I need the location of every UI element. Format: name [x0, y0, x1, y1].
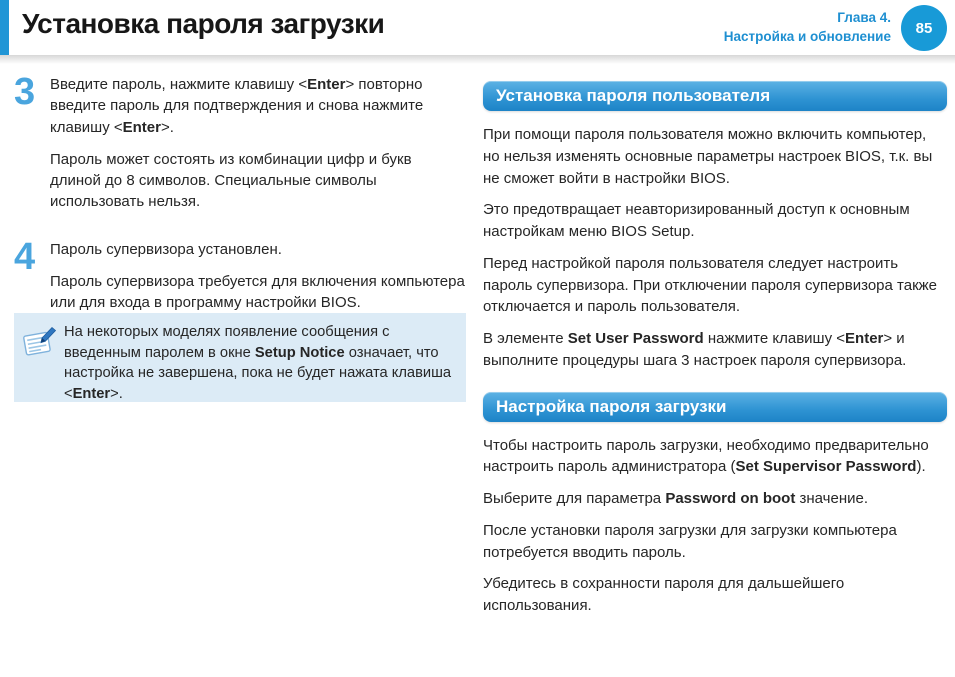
- paragraph: Выберите для параметра Password on boot значение.: [483, 490, 868, 507]
- step-4-number: 4: [14, 235, 36, 278]
- note-text: На некоторых моделях появление сообщения с введенным паролем в окне Setup Notice означает, что настройка не завершена, пока не будет нажата клавиша <Enter>.: [64, 324, 452, 402]
- note-pencil-icon: [22, 322, 64, 402]
- chapter-name: Настройка и обновление: [723, 28, 891, 44]
- paragraph: Чтобы настроить пароль загрузки, необходимо предварительно настроить пароль администратора (Set Supervisor Password).: [483, 436, 929, 476]
- paragraph: При помощи пароля пользователя можно включить компьютер, но нельзя изменять основные параметры настроек BIOS, т.к. вы не сможет войти в настройки BIOS.: [483, 126, 933, 187]
- paragraph: Пароль супервизора установлен.: [50, 240, 282, 258]
- paragraph: Убедитесь в сохранности пароля для дальшейшего использования.: [483, 575, 845, 614]
- paragraph: После установки пароля загрузки для загрузки компьютера потребуется вводить пароль.: [483, 521, 897, 561]
- step-4-text: [50, 239, 466, 325]
- step-4: [14, 235, 466, 325]
- paragraph: В элементе Set User Password нажмите клавишу <Enter> и выполните процедуры шага 3 настроек пароля супервизора.: [483, 330, 907, 369]
- paragraph: Перед настройкой пароля пользователя следует настроить пароль супервизора. При отключении пароля супервизора также отключается и пароль пользователя.: [483, 254, 938, 316]
- header-accent-bar: [0, 0, 9, 55]
- section-user-password-title: Установка пароля пользователя: [483, 81, 947, 111]
- step-3: [14, 71, 466, 224]
- section-boot-password: [483, 392, 947, 617]
- paragraph: Это предотвращает неавторизированный доступ к основным настройкам меню BIOS Setup.: [483, 201, 910, 240]
- chapter-number: Глава 4.: [837, 10, 891, 25]
- page-number-badge: 85: [901, 5, 947, 51]
- step-3-text: [50, 74, 466, 224]
- chapter-label: [724, 9, 891, 47]
- header-shadow: [0, 55, 955, 64]
- page-header: [0, 0, 955, 55]
- section-user-password: [483, 81, 947, 372]
- paragraph: Введите пароль, нажмите клавишу <Enter> повторно введите пароль для подтверждения и снова нажмите клавишу <Enter>.: [50, 76, 424, 136]
- paragraph: Пароль может состоять из комбинации цифр и букв длиной до 8 символов. Специальные символы использовать нельзя.: [50, 150, 412, 211]
- paragraph: Пароль супервизора требуется для включения компьютера или для входа в программу настройки BIOS.: [50, 273, 465, 312]
- left-column: [14, 71, 466, 340]
- note-box: [14, 313, 466, 402]
- step-3-number: 3: [14, 71, 36, 113]
- right-column: [483, 81, 947, 627]
- page-title: Установка пароля загрузки: [22, 8, 385, 39]
- section-boot-password-title: Настройка пароля загрузки: [483, 392, 947, 422]
